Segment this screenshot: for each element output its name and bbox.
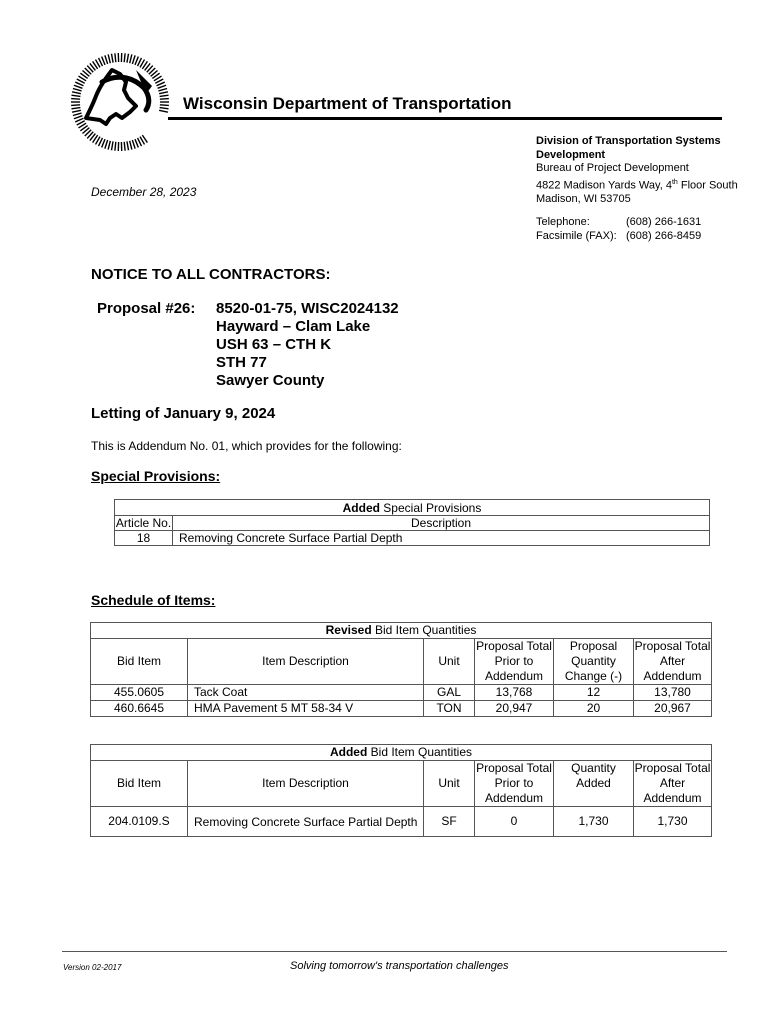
after-total-cell: 20,967: [634, 701, 712, 717]
table-row: [91, 685, 712, 701]
footer-rule: [62, 951, 727, 952]
contact-block: [536, 215, 701, 243]
city-line: Madison, WI 53705: [536, 192, 631, 205]
proposal-line: STH 77: [216, 354, 267, 371]
column-header: Proposal Total Prior to Addendum: [476, 639, 552, 683]
column-header: Unit: [424, 639, 475, 685]
telephone-value: (608) 266-1631: [626, 216, 702, 228]
table-row: [91, 807, 712, 837]
column-header: Unit: [424, 761, 475, 807]
header-rule: [168, 117, 722, 120]
special-provisions-table: [114, 499, 710, 546]
division-line: Division of Transportation Systems: [536, 135, 721, 147]
column-header: Item Description: [188, 761, 424, 807]
column-header: Item Description: [188, 639, 424, 685]
after-total-cell: 13,780: [634, 685, 712, 701]
column-header: Bid Item: [91, 761, 188, 807]
version-label: Version 02-2017: [63, 963, 122, 972]
proposal-details: [216, 300, 399, 390]
description-cell: Removing Concrete Surface Partial Depth: [173, 531, 710, 546]
column-header: Proposal Quantity Change (-): [554, 639, 634, 685]
bid-item-cell: 455.0605: [91, 685, 188, 701]
footer-tagline: Solving tomorrow's transportation challenges: [290, 960, 509, 972]
telephone-row: [536, 215, 701, 229]
prior-total-cell: 0: [475, 807, 554, 837]
table-caption: Revised Bid Item Quantities: [91, 623, 712, 639]
column-header: Proposal Total After Addendum: [634, 639, 711, 683]
proposal-line: USH 63 – CTH K: [216, 336, 332, 353]
added-bid-items-table: [90, 744, 712, 837]
division-block: [536, 135, 761, 206]
fax-row: [536, 229, 701, 243]
change-cell: 12: [554, 685, 634, 701]
division-line: Development: [536, 148, 606, 161]
notice-title: NOTICE TO ALL CONTRACTORS:: [91, 266, 331, 283]
letting-date: Letting of January 9, 2024: [91, 405, 276, 422]
quantity-added-cell: 1,730: [554, 807, 634, 837]
proposal-label: Proposal #26:: [97, 300, 196, 317]
column-header: Bid Item: [91, 639, 188, 685]
addendum-intro: This is Addendum No. 01, which provides for the following:: [91, 439, 402, 453]
fax-label: Facsimile (FAX):: [536, 230, 617, 242]
special-provisions-heading: Special Provisions:: [91, 468, 221, 484]
table-row: [91, 701, 712, 717]
proposal-line: Hayward – Clam Lake: [216, 318, 371, 335]
change-cell: 20: [554, 701, 634, 717]
column-header: Proposal Total Prior to Addendum: [476, 761, 552, 805]
description-cell: Removing Concrete Surface Partial Depth: [188, 807, 424, 837]
prior-total-cell: 20,947: [475, 701, 554, 717]
letter-date: December 28, 2023: [91, 185, 197, 199]
proposal-line: Sawyer County: [216, 372, 325, 389]
telephone-label: Telephone:: [536, 216, 590, 228]
after-total-cell: 1,730: [634, 807, 712, 837]
description-cell: HMA Pavement 5 MT 58-34 V: [188, 701, 424, 717]
street-address: 4822 Madison Yards Way, 4th Floor South: [536, 178, 738, 192]
schedule-heading: Schedule of Items:: [91, 592, 216, 608]
description-cell: Tack Coat: [188, 685, 424, 701]
table-caption: Added Bid Item Quantities: [91, 745, 712, 761]
column-header: Proposal Total After Addendum: [634, 761, 711, 805]
column-header: Article No.: [115, 516, 172, 530]
agency-name: Wisconsin Department of Transportation: [183, 94, 512, 113]
table-caption: Added Special Provisions: [115, 500, 710, 516]
unit-cell: SF: [424, 807, 475, 837]
wisdot-logo: [66, 52, 174, 156]
fax-value: (608) 266-8459: [626, 230, 702, 242]
bid-item-cell: 460.6645: [91, 701, 188, 717]
unit-cell: TON: [424, 701, 475, 717]
proposal-line: 8520-01-75, WISC2024132: [216, 300, 399, 317]
revised-bid-items-table: [90, 622, 712, 717]
table-row: [115, 531, 710, 546]
column-header: Quantity Added: [554, 761, 634, 807]
bid-item-cell: 204.0109.S: [91, 807, 188, 837]
prior-total-cell: 13,768: [475, 685, 554, 701]
article-cell: 18: [115, 531, 173, 546]
bureau-name: Bureau of Project Development: [536, 162, 689, 174]
column-header: Description: [173, 516, 710, 531]
unit-cell: GAL: [424, 685, 475, 701]
